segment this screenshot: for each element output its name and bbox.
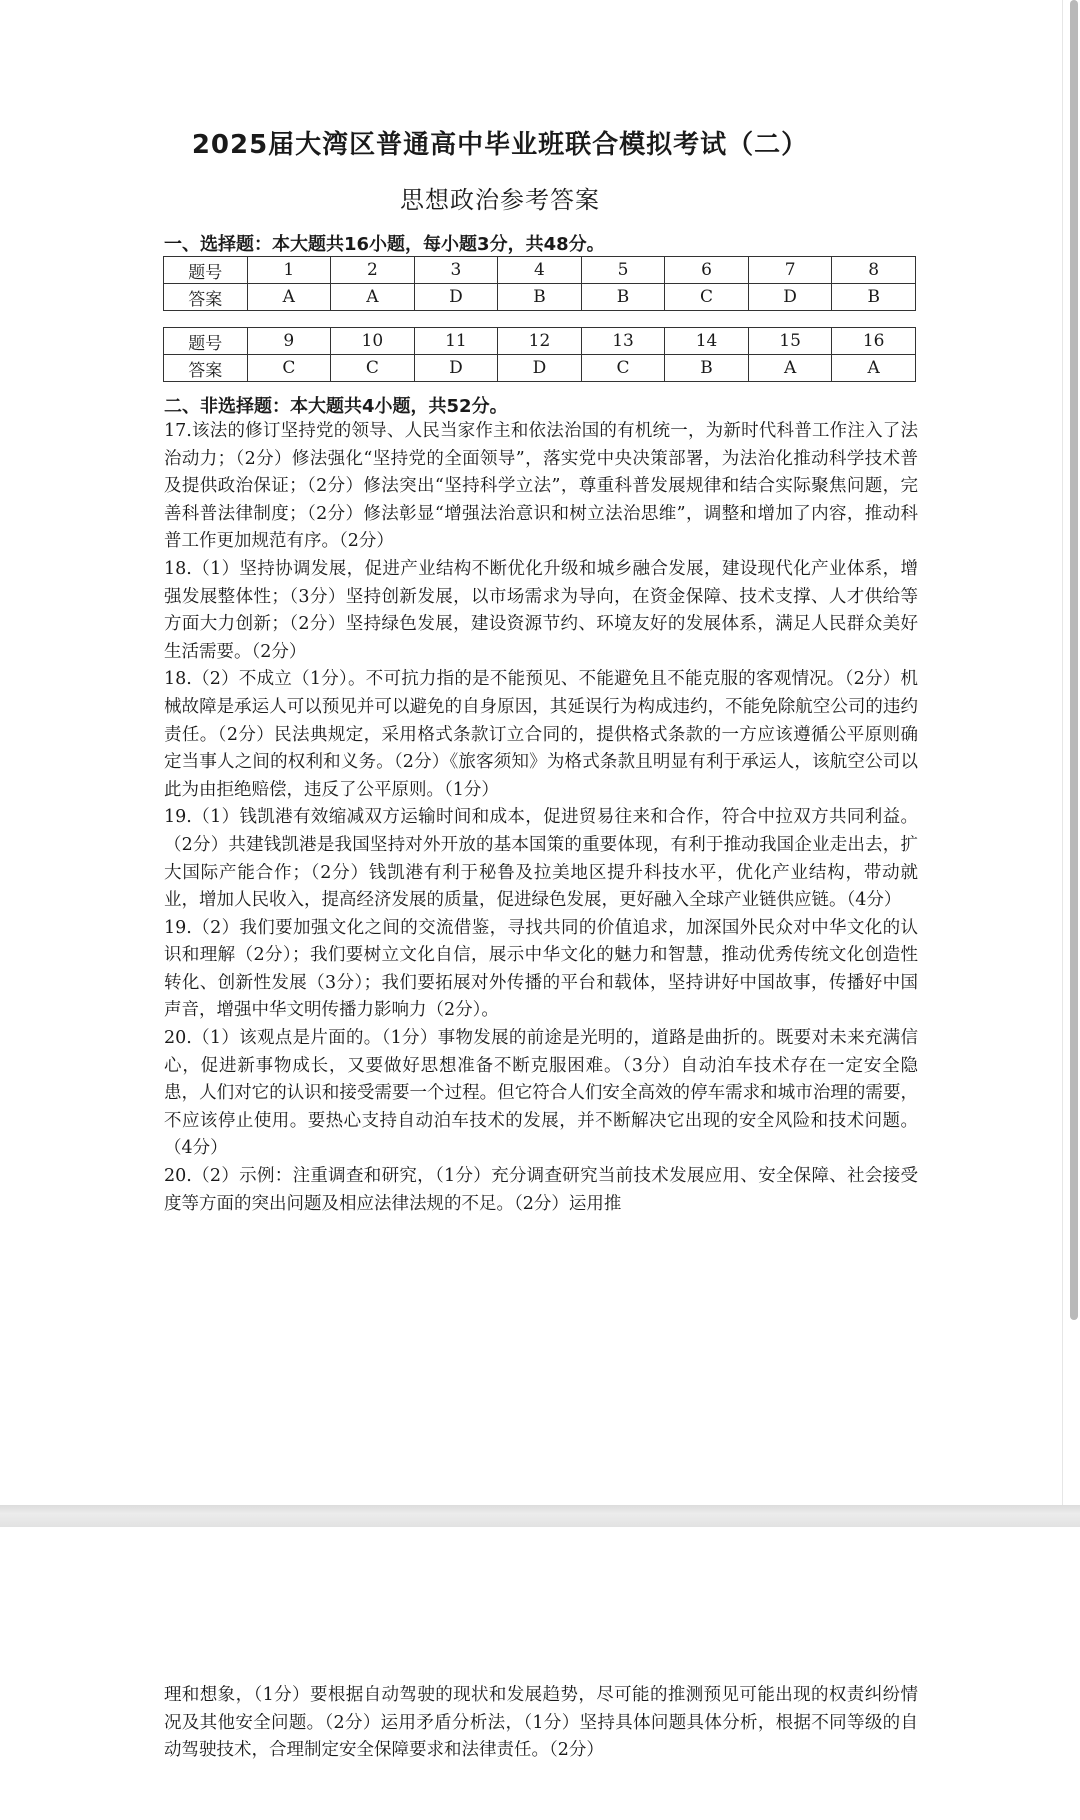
answer-cell: C [581,355,665,382]
question-number: 7 [748,257,832,284]
section1-heading: 一、选择题：本大题共16小题，每小题3分，共48分。 [164,234,605,255]
question-number: 1 [247,257,331,284]
answer-cell: A [331,284,415,311]
question-number: 13 [581,328,665,355]
answer-cell: A [832,355,916,382]
question-number: 9 [247,328,331,355]
vertical-scrollbar[interactable] [1070,0,1078,1320]
answer-cell: C [331,355,415,382]
question-number: 6 [665,257,749,284]
answer-17: 17.该法的修订坚持党的领导、人民当家作主和依法治国的有机统一，为新时代科普工作注入了法治动力；（2分）修法强化“坚持党的全面领导”，落实党中央决策部署，为法治化推动科学技术普及提供政治保证；（2分）修法突出“坚持科学立法”，尊重科普发展规律和结合实际聚焦问题，完善科普法律制度；（2分）修法彰显“增强法治意识和树立法治思维”，调整和增加了内容，推动科普工作更加规范有序。（2分） [164,421,918,552]
question-number: 8 [832,257,916,284]
answer-19-2: 19.（2）我们要加强文化之间的交流借鉴，寻找共同的价值追求，加深国外民众对中华文化的认识和理解（2分）；我们要树立文化自信，展示中华文化的魅力和智慧，推动优秀传统文化创造性转化、创新性发展（3分）；我们要拓展对外传播的平台和载体，坚持讲好中国故事，传播好中国声音，增强中华文明传播力影响力（2分）。 [164,917,918,1021]
question-number: 10 [331,328,415,355]
answer-cell: D [498,355,582,382]
answer-18-1: 18.（1）坚持协调发展，促进产业结构不断优化升级和城乡融合发展，建设现代化产业体系，增强发展整体性；（3分）坚持创新发展，以市场需求为导向，在资金保障、技术支撑、人才供给等方面大力创新；（2分）坚持绿色发展，建设资源节约、环境友好的发展体系，满足人民群众美好生活需要。（2分） [164,558,918,662]
question-number: 16 [832,328,916,355]
answers-body [164,418,918,1218]
question-number: 3 [414,257,498,284]
document-title: 2025届大湾区普通高中毕业班联合模拟考试（二） [191,130,809,160]
question-number: 15 [748,328,832,355]
table-row-answers [164,355,916,382]
answer-cell: B [498,284,582,311]
answer-20-1: 20.（1）该观点是片面的。（1分）事物发展的前途是光明的，道路是曲折的。既要对未来充满信心，促进新事物成长，又要做好思想准备不断克服困难。（3分）自动泊车技术存在一定安全隐患，人们对它的认识和接受需要一个过程。但它符合人们安全高效的停车需求和城市治理的需要，不应该停止使用。要热心支持自动泊车技术的发展，并不断解决它出现的安全风险和技术问题。（4分） [164,1028,918,1159]
answer-table-1 [163,256,916,311]
answer-cell: A [748,355,832,382]
answers-continued [164,1682,918,1765]
answer-cell: B [665,355,749,382]
answer-cell: B [581,284,665,311]
answer-sheet-page-2 [0,1527,1080,1820]
section2-heading: 二、非选择题：本大题共4小题，共52分。 [164,396,508,417]
answer-cell: D [748,284,832,311]
answer-20-2-continued: 理和想象，（1分）要根据自动驾驶的现状和发展趋势，尽可能的推测预见可能出现的权责纠纷情况及其他安全问题。（2分）运用矛盾分析法，（1分）坚持具体问题具体分析，根据不同等级的自动驾驶技术，合理制定安全保障要求和法律责任。（2分） [164,1685,918,1761]
answer-cell: C [665,284,749,311]
page-separator [0,1505,1080,1527]
answer-cell: D [414,355,498,382]
answer-cell: B [832,284,916,311]
answer-18-2: 18.（2）不成立（1分）。不可抗力指的是不能预见、不能避免且不能克服的客观情况。（2分）机械故障是承运人可以预见并可以避免的自身原因，其延误行为构成违约，不能免除航空公司的违约责任。（2分）民法典规定，采用格式条款订立合同的，提供格式条款的一方应该遵循公平原则确定当事人之间的权利和义务。（2分）《旅客须知》为格式条款且明显有利于承运人，该航空公司以此为由拒绝赔偿，违反了公平原则。（1分） [164,669,918,800]
table-row-numbers [164,257,916,284]
row-label-number: 题号 [164,257,248,284]
answer-20-2: 20.（2）示例：注重调查和研究，（1分）充分调查研究当前技术发展应用、安全保障、社会接受度等方面的突出问题及相应法律法规的不足。（2分）运用推 [164,1166,918,1214]
answer-cell: D [414,284,498,311]
question-number: 12 [498,328,582,355]
question-number: 11 [414,328,498,355]
answer-cell: C [247,355,331,382]
table-row-numbers [164,328,916,355]
row-label-number: 题号 [164,328,248,355]
row-label-answer: 答案 [164,355,248,382]
question-number: 4 [498,257,582,284]
row-label-answer: 答案 [164,284,248,311]
answer-cell: A [247,284,331,311]
answer-19-1: 19.（1）钱凯港有效缩减双方运输时间和成本，促进贸易往来和合作，符合中拉双方共同利益。（2分）共建钱凯港是我国坚持对外开放的基本国策的重要体现，有利于推动我国企业走出去，扩大国际产能合作；（2分）钱凯港有利于秘鲁及拉美地区提升科技水平，优化产业结构，带动就业，增加人民收入，提高经济发展的质量，促进绿色发展，更好融入全球产业链供应链。（4分） [164,807,918,911]
question-number: 2 [331,257,415,284]
table-row-answers [164,284,916,311]
document-subtitle: 思想政治参考答案 [400,186,600,214]
question-number: 5 [581,257,665,284]
question-number: 14 [665,328,749,355]
answer-table-2 [163,327,916,382]
